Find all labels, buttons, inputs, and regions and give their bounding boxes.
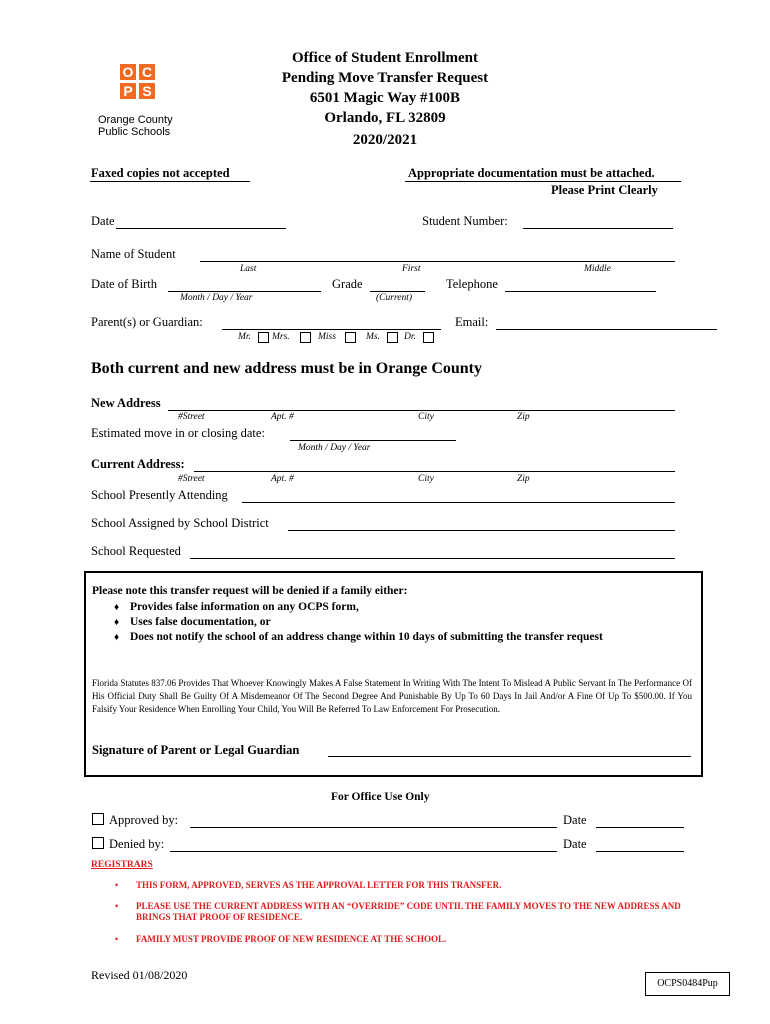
student-number-input[interactable] xyxy=(523,228,673,229)
last-name-hint: Last xyxy=(240,264,257,274)
new-address-city-hint: City xyxy=(418,412,434,422)
diamond-bullet-icon: ♦ xyxy=(114,617,120,628)
school-requested-label: School Requested xyxy=(91,544,181,558)
documentation-notice: Appropriate documentation must be attached. xyxy=(408,166,655,180)
office-address-line1: 6501 Magic Way #100B xyxy=(309,90,461,106)
school-year: 2020/2021 xyxy=(352,132,418,148)
salutation-mr-label: Mr. xyxy=(238,332,251,342)
salutation-ms-checkbox[interactable] xyxy=(387,332,398,343)
approved-date-label: Date xyxy=(563,813,587,827)
salutation-mrs-checkbox[interactable] xyxy=(300,332,311,343)
denied-date-label: Date xyxy=(563,837,587,851)
logo-tile-p: P xyxy=(120,83,136,99)
denied-checkbox[interactable] xyxy=(92,837,104,849)
school-attending-label: School Presently Attending xyxy=(91,488,228,502)
form-code: OCPS0484Pup xyxy=(657,978,718,989)
new-address-street-hint: #Street xyxy=(178,412,205,422)
denial-notice-intro: Please note this transfer request will be denied if a family either: xyxy=(92,585,408,597)
approved-by-input[interactable] xyxy=(190,827,557,828)
telephone-label: Telephone xyxy=(446,277,498,291)
current-address-label: Current Address: xyxy=(91,457,185,471)
school-attending-input[interactable] xyxy=(242,502,675,503)
office-address-line2: Orlando, FL 32809 xyxy=(324,110,446,126)
form-code-box xyxy=(645,972,730,996)
salutation-miss-label: Miss xyxy=(318,332,336,342)
bullet-icon: • xyxy=(115,901,119,911)
registrar-item-2: • PLEASE USE THE CURRENT ADDRESS WITH AN “OVERRIDE” CODE UNTIL THE FAMILY MOVES TO THE NEW ADDRESS AND BRINGS THAT PROOF OF RESIDENCE. xyxy=(115,901,681,922)
current-address-zip-hint: Zip xyxy=(517,474,530,484)
salutation-miss-checkbox[interactable] xyxy=(345,332,356,343)
salutation-mrs-label: Mrs. xyxy=(272,332,290,342)
salutation-ms-label: Ms. xyxy=(366,332,380,342)
signature-label: Signature of Parent or Legal Guardian xyxy=(92,743,300,757)
diamond-bullet-icon: ♦ xyxy=(114,602,120,613)
header xyxy=(230,48,540,150)
faxed-notice: Faxed copies not accepted xyxy=(91,166,230,180)
current-address-apt-hint: Apt. # xyxy=(271,474,294,484)
registrar-item-1: • THIS FORM, APPROVED, SERVES AS THE APPROVAL LETTER FOR THIS TRANSFER. xyxy=(115,880,502,890)
name-of-student-label: Name of Student xyxy=(91,247,176,261)
denial-notice-box xyxy=(84,571,703,777)
registrars-heading: REGISTRARS xyxy=(91,860,153,870)
logo-tile-s: S xyxy=(139,83,155,99)
registrar-item-3: • FAMILY MUST PROVIDE PROOF OF NEW RESIDENCE AT THE SCHOOL. xyxy=(115,934,447,944)
approved-checkbox[interactable] xyxy=(92,813,104,825)
student-number-label: Student Number: xyxy=(422,214,508,228)
address-heading: Both current and new address must be in Orange County xyxy=(91,360,483,377)
date-input[interactable] xyxy=(116,228,286,229)
email-label: Email: xyxy=(455,315,489,329)
logo-line1: Orange County xyxy=(98,114,173,126)
dob-format-hint: Month / Day / Year xyxy=(180,293,253,303)
logo-line2: Public Schools xyxy=(98,126,171,138)
diamond-bullet-icon: ♦ xyxy=(114,632,120,643)
first-name-hint: First xyxy=(402,264,421,274)
approved-label: Approved by: xyxy=(109,813,179,827)
new-address-label: New Address xyxy=(91,396,161,410)
date-label: Date xyxy=(91,214,115,228)
school-assigned-label: School Assigned by School District xyxy=(91,516,269,530)
denied-date-input[interactable] xyxy=(596,851,684,852)
denied-by-input[interactable] xyxy=(170,851,557,852)
move-date-format-hint: Month / Day / Year xyxy=(298,443,371,453)
denied-label: Denied by: xyxy=(109,837,165,851)
email-input[interactable] xyxy=(496,329,717,330)
salutation-dr-label: Dr. xyxy=(404,332,416,342)
current-address-city-hint: City xyxy=(418,474,434,484)
school-assigned-input[interactable] xyxy=(288,530,675,531)
current-address-street-hint: #Street xyxy=(178,474,205,484)
revised-date: Revised 01/08/2020 xyxy=(91,968,188,982)
move-date-input[interactable] xyxy=(290,440,456,441)
salutation-mr-checkbox[interactable] xyxy=(258,332,269,343)
new-address-input[interactable] xyxy=(168,410,675,411)
bullet-icon: • xyxy=(115,880,119,890)
denial-bullet-3: ♦ Does not notify the school of an address change within 10 days of submitting the transfer request xyxy=(114,631,603,643)
grade-input[interactable] xyxy=(370,291,425,292)
new-address-apt-hint: Apt. # xyxy=(271,412,294,422)
grade-label: Grade xyxy=(332,277,363,291)
parent-guardian-label: Parent(s) or Guardian: xyxy=(91,315,203,329)
current-address-input[interactable] xyxy=(194,471,675,472)
office-use-heading: For Office Use Only xyxy=(331,791,430,803)
ocps-logo xyxy=(98,64,180,144)
salutation-dr-checkbox[interactable] xyxy=(423,332,434,343)
page-title: Office of Student Enrollment xyxy=(292,50,478,66)
statute-text: Florida Statutes 837.06 Provides That Whoever Knowingly Makes A False Statement In Writing With The Intent To Mislead A Public Servant In The Performance Of His Official Duty Shall Be Guilty Of A Misdemeanor Of The Second Degree And Punishable By Up To 60 Days In Jail And/or A Fine Of Up To $500.00. If You Falsify Your Residence When Enrolling Your Child, You Will Be Referred To Law Enforcement For Prosecution. xyxy=(92,678,692,714)
grade-current-hint: (Current) xyxy=(376,293,413,303)
logo-tile-c: C xyxy=(139,64,155,80)
parent-guardian-input[interactable] xyxy=(222,329,441,330)
middle-name-hint: Middle xyxy=(584,264,611,274)
bullet-icon: • xyxy=(115,934,119,944)
telephone-input[interactable] xyxy=(505,291,656,292)
move-date-label: Estimated move in or closing date: xyxy=(91,426,265,440)
name-of-student-input[interactable] xyxy=(200,261,675,262)
denial-bullet-2: ♦ Uses false documentation, or xyxy=(114,616,271,628)
dob-label: Date of Birth xyxy=(91,277,157,291)
approved-date-input[interactable] xyxy=(596,827,684,828)
dob-input[interactable] xyxy=(168,291,321,292)
denial-bullet-1: ♦ Provides false information on any OCPS form, xyxy=(114,601,359,613)
logo-tile-o: O xyxy=(120,64,136,80)
school-requested-input[interactable] xyxy=(190,558,675,559)
page-subtitle: Pending Move Transfer Request xyxy=(281,70,489,86)
signature-input[interactable] xyxy=(328,756,691,757)
new-address-zip-hint: Zip xyxy=(517,412,530,422)
print-clearly-notice: Please Print Clearly xyxy=(551,183,658,197)
